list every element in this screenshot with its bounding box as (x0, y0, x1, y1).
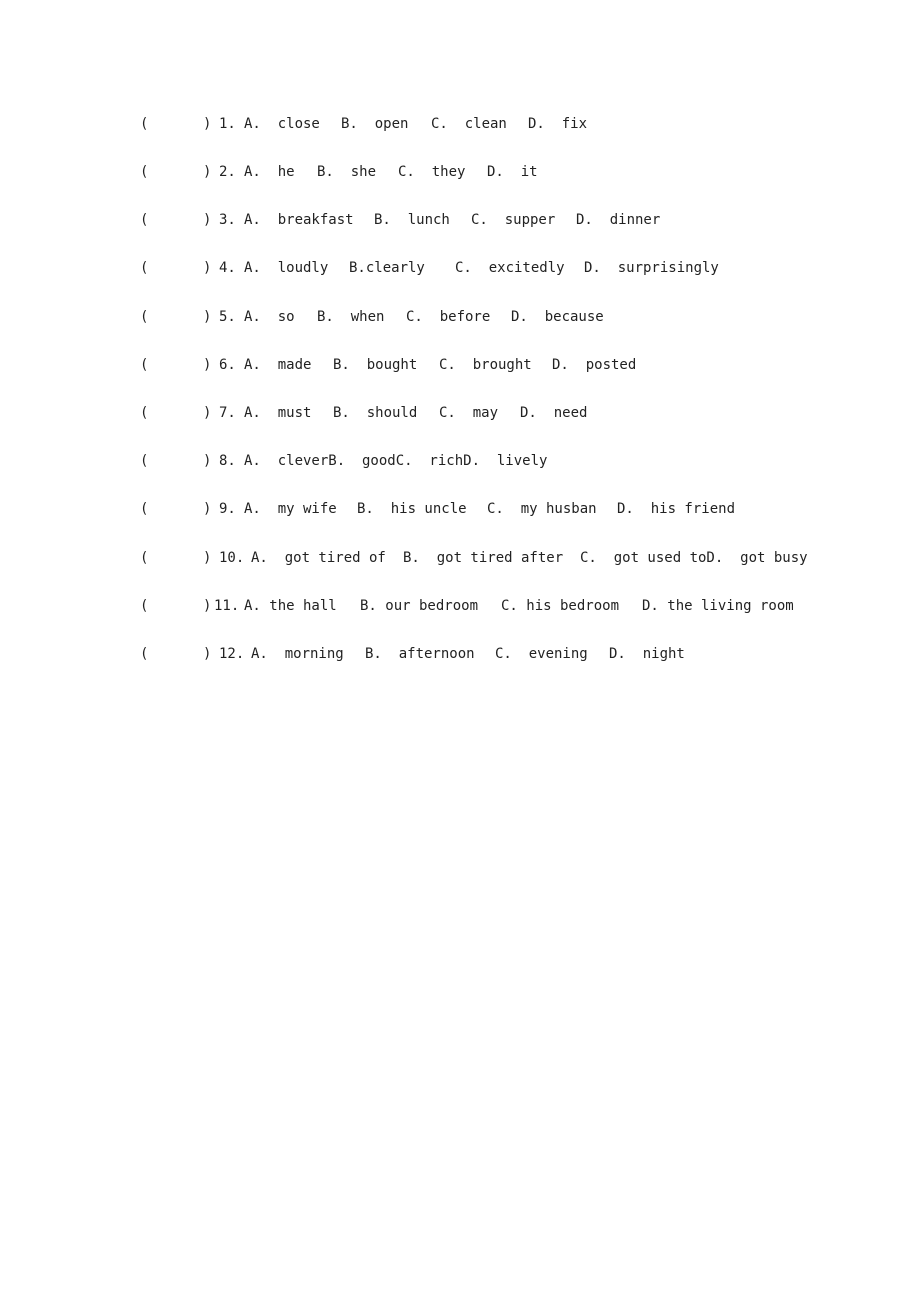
answer-option: A. the hall (244, 598, 337, 614)
answer-option: B. bought (333, 357, 418, 373)
answer-option: D. it (487, 164, 538, 180)
answer-blank-open-paren: ( (140, 550, 149, 566)
question-number: 2. (219, 164, 236, 180)
answer-option: A. made (244, 357, 312, 373)
answer-blank-open-paren: ( (140, 453, 149, 469)
answer-blank-close-paren: ) (203, 501, 212, 517)
answer-option: B. got tired after (403, 550, 564, 566)
answer-option: D. dinner (576, 212, 661, 228)
answer-option: A. morning (251, 646, 344, 662)
answer-option: A. so (244, 309, 295, 325)
answer-blank-close-paren: ) (203, 405, 212, 421)
answer-option: B. lunch (374, 212, 450, 228)
answer-blank-close-paren: ) (203, 260, 212, 276)
answer-option: B. should (333, 405, 418, 421)
answer-option: A. my wife (244, 501, 337, 517)
answer-option: C. his bedroom (501, 598, 620, 614)
answer-blank-close-paren: ) (203, 453, 212, 469)
answer-option: A. he (244, 164, 295, 180)
answer-option: D. night (609, 646, 685, 662)
answer-option: A. loudly (244, 260, 329, 276)
question-row (0, 642, 920, 666)
answer-blank-open-paren: ( (140, 116, 149, 132)
answer-blank-close-paren: ) (203, 116, 212, 132)
answer-option: B.clearly (349, 260, 425, 276)
answer-option: C. evening (495, 646, 588, 662)
question-number: 9. (219, 501, 236, 517)
answer-option: B. his uncle (357, 501, 467, 517)
answer-option: A. must (244, 405, 312, 421)
answer-blank-open-paren: ( (140, 357, 149, 373)
answer-option: C. may (439, 405, 499, 421)
answer-option: B. our bedroom (360, 598, 479, 614)
answer-option: C. excitedly (455, 260, 565, 276)
answer-option: C. brought (439, 357, 532, 373)
question-row (0, 594, 920, 618)
question-row (0, 208, 920, 232)
answer-blank-close-paren: ) (203, 598, 212, 614)
question-number: 10. (219, 550, 245, 566)
answer-blank-open-paren: ( (140, 501, 149, 517)
answer-blank-close-paren: ) (203, 357, 212, 373)
question-row (0, 305, 920, 329)
answer-blank-open-paren: ( (140, 646, 149, 662)
answer-option: A. cleverB. goodC. richD. lively (244, 453, 548, 469)
question-row (0, 353, 920, 377)
question-number: 5. (219, 309, 236, 325)
answer-blank-open-paren: ( (140, 212, 149, 228)
question-row (0, 497, 920, 521)
answer-blank-close-paren: ) (203, 309, 212, 325)
answer-blank-close-paren: ) (203, 646, 212, 662)
answer-blank-open-paren: ( (140, 260, 149, 276)
answer-option: D. need (520, 405, 588, 421)
question-row (0, 256, 920, 280)
answer-blank-open-paren: ( (140, 405, 149, 421)
answer-blank-open-paren: ( (140, 598, 149, 614)
answer-option: C. got used toD. got busy (580, 550, 808, 566)
question-row (0, 112, 920, 136)
answer-option: D. fix (528, 116, 588, 132)
answer-option: D. the living room (642, 598, 794, 614)
question-row (0, 401, 920, 425)
answer-blank-close-paren: ) (203, 212, 212, 228)
answer-blank-open-paren: ( (140, 164, 149, 180)
answer-option: C. they (398, 164, 466, 180)
question-number: 7. (219, 405, 236, 421)
answer-option: B. afternoon (365, 646, 475, 662)
answer-option: A. got tired of (251, 550, 386, 566)
question-number: 11. (214, 598, 240, 614)
question-number: 3. (219, 212, 236, 228)
question-row (0, 449, 920, 473)
answer-option: B. open (341, 116, 409, 132)
answer-blank-close-paren: ) (203, 550, 212, 566)
question-row (0, 160, 920, 184)
question-number: 6. (219, 357, 236, 373)
answer-option: B. when (317, 309, 385, 325)
answer-option: D. his friend (617, 501, 736, 517)
question-number: 4. (219, 260, 236, 276)
question-number: 8. (219, 453, 236, 469)
question-number: 1. (219, 116, 236, 132)
answer-option: C. my husban (487, 501, 597, 517)
answer-option: C. supper (471, 212, 556, 228)
question-row (0, 546, 920, 570)
answer-option: C. clean (431, 116, 507, 132)
answer-option: D. posted (552, 357, 637, 373)
answer-option: C. before (406, 309, 491, 325)
answer-option: B. she (317, 164, 377, 180)
answer-option: D. surprisingly (584, 260, 719, 276)
answer-blank-open-paren: ( (140, 309, 149, 325)
answer-option: A. close (244, 116, 320, 132)
answer-option: A. breakfast (244, 212, 354, 228)
question-number: 12. (219, 646, 245, 662)
answer-option: D. because (511, 309, 604, 325)
answer-blank-close-paren: ) (203, 164, 212, 180)
